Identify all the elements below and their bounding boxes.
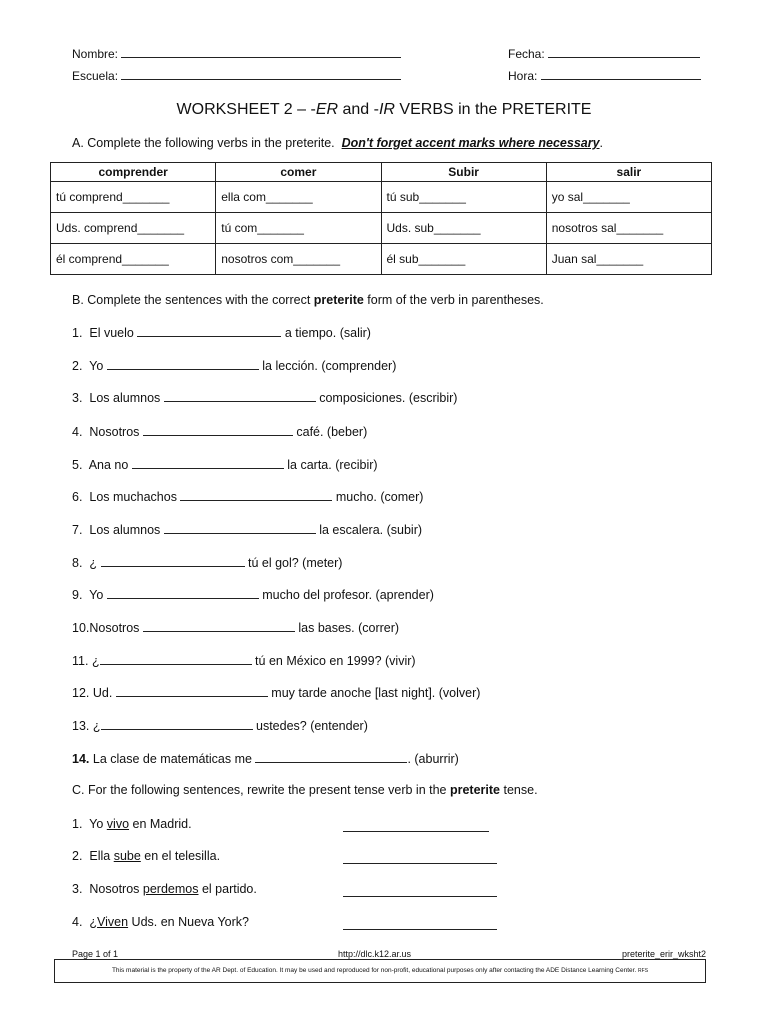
verb-table [50, 162, 712, 275]
item-text: ¿ [92, 719, 101, 733]
escuela-label: Escuela: [72, 69, 119, 83]
escuela-field [72, 68, 401, 83]
item-text: mucho del profesor. (aprender) [258, 588, 434, 602]
verb-cell[interactable]: yo sal_______ [546, 182, 711, 213]
item-text: café. (beber) [292, 425, 368, 439]
answer-blank[interactable] [164, 390, 316, 402]
verb-cell[interactable]: tú comprend_______ [51, 182, 216, 213]
answer-blank[interactable] [143, 424, 293, 436]
answer-blank[interactable] [101, 718, 253, 730]
answer-blank[interactable] [132, 457, 284, 469]
title-ir: IR [378, 101, 395, 118]
list-item [72, 522, 422, 537]
answer-blank[interactable] [116, 685, 268, 697]
verb-cell[interactable]: Juan sal_______ [546, 244, 711, 275]
answer-blank[interactable] [180, 489, 332, 501]
list-item [72, 424, 367, 439]
list-item [72, 685, 480, 700]
item-text: Nosotros [89, 425, 143, 439]
item-text: Yo [89, 588, 107, 602]
list-item [72, 620, 399, 635]
list-item [72, 390, 457, 405]
fecha-field [508, 46, 700, 61]
verb-cell[interactable]: Uds. comprend_______ [51, 213, 216, 244]
section-a-text: A. Complete the following verbs in the preterite. [72, 136, 335, 150]
item-number: 14. [72, 752, 90, 766]
item-text: Yo [89, 359, 107, 373]
list-item [72, 587, 434, 602]
item-text: . (aburrir) [407, 752, 459, 766]
item-number: 5. [72, 458, 83, 472]
answer-blank[interactable] [101, 555, 245, 567]
item-text: Nosotros [89, 882, 143, 896]
item-text: Los muchachos [89, 490, 181, 504]
table-row [51, 244, 712, 275]
fecha-blank[interactable] [548, 46, 700, 58]
nombre-blank[interactable] [121, 46, 401, 58]
list-item [72, 653, 416, 668]
item-text: muy tarde anoche [last night]. (volver) [267, 686, 481, 700]
item-number: 3. [72, 391, 83, 405]
item-number: 11. [72, 654, 89, 668]
answer-blank[interactable] [100, 653, 252, 665]
section-c-text: C. For the following sentences, rewrite the present tense verb in the [72, 783, 450, 797]
item-text: ustedes? (entender) [252, 719, 368, 733]
item-number: 10. [72, 621, 90, 635]
item-text: el partido. [198, 882, 257, 896]
section-a-instruction [72, 136, 603, 150]
item-number: 3. [72, 882, 83, 896]
item-number: 4. [72, 425, 83, 439]
item-text: ¿ [91, 654, 100, 668]
item-text: las bases. (correr) [294, 621, 400, 635]
item-text: mucho. (comer) [332, 490, 424, 504]
item-number: 2. [72, 359, 83, 373]
list-item [72, 718, 368, 733]
section-b-bold: preterite [313, 293, 364, 307]
footer-filename: preterite_erir_wksht2 [621, 949, 706, 959]
answer-blank[interactable] [343, 885, 497, 897]
list-item [72, 325, 371, 340]
col-header: comer [216, 163, 381, 182]
section-c-instruction [72, 783, 538, 797]
list-item [72, 457, 378, 472]
item-text: ¿ [89, 556, 101, 570]
item-text: Los alumnos [89, 391, 164, 405]
section-c-text-end: tense. [500, 783, 538, 797]
item-text: en el telesilla. [140, 849, 221, 863]
list-item [72, 555, 342, 570]
hora-field [508, 68, 701, 83]
title-prefix: WORKSHEET 2 – - [176, 101, 316, 118]
item-number: 1. [72, 326, 83, 340]
table-row [51, 182, 712, 213]
hora-label: Hora: [508, 69, 538, 83]
verb-cell[interactable]: nosotros com_______ [216, 244, 381, 275]
list-item [72, 358, 396, 373]
section-b-instruction [72, 293, 544, 307]
section-b-text: B. Complete the sentences with the correct [72, 293, 314, 307]
verb-cell[interactable]: nosotros sal_______ [546, 213, 711, 244]
item-text: Ana no [88, 458, 132, 472]
nombre-label: Nombre: [72, 47, 119, 61]
footer-url[interactable]: http://dlc.k12.ar.us [338, 949, 412, 959]
list-item [72, 915, 249, 929]
section-a-period: . [599, 136, 604, 150]
item-number: 9. [72, 588, 83, 602]
underlined-verb: vivo [106, 817, 130, 831]
list-item [72, 882, 257, 896]
answer-blank[interactable] [343, 918, 497, 930]
notice-text: This material is the property of the AR Dept. of Education. It may be used and reproduced for non-profit, educational purposes only after contacting the ADE Distance Learning Center. [111, 967, 637, 974]
col-header: salir [546, 163, 711, 182]
list-item [72, 849, 220, 863]
title-and: and - [338, 101, 379, 118]
item-number: 1. [72, 817, 83, 831]
item-number: 4. [72, 915, 83, 929]
underlined-verb: sube [113, 849, 141, 863]
verb-cell[interactable]: ella com_______ [216, 182, 381, 213]
item-text: composiciones. (escribir) [315, 391, 458, 405]
list-item [72, 489, 423, 504]
underlined-verb: Viven [97, 915, 129, 929]
accent-warning: Don't forget accent marks where necessary [341, 136, 600, 150]
nombre-field [72, 46, 401, 61]
section-b-text-end: form of the verb in parentheses. [363, 293, 544, 307]
item-text: en Madrid. [129, 817, 192, 831]
answer-blank[interactable] [143, 620, 295, 632]
answer-blank[interactable] [107, 358, 259, 370]
hora-blank[interactable] [541, 68, 701, 80]
item-number: 7. [72, 523, 83, 537]
table-row [51, 213, 712, 244]
item-number: 8. [72, 556, 83, 570]
item-text: El vuelo [89, 326, 138, 340]
section-c-bold: preterite [449, 783, 501, 797]
item-text: Yo [89, 817, 107, 831]
verb-cell[interactable]: tú sub_______ [381, 182, 546, 213]
item-number: 13. [72, 719, 90, 733]
col-header: comprender [51, 163, 216, 182]
item-text: Nosotros [89, 621, 143, 635]
item-text: la carta. (recibir) [283, 458, 378, 472]
escuela-blank[interactable] [121, 68, 401, 80]
item-text: tú el gol? (meter) [244, 556, 343, 570]
item-text: La clase de matemáticas me [92, 752, 256, 766]
item-text: la escalera. (subir) [315, 523, 423, 537]
item-number: 2. [72, 849, 83, 863]
item-text: Los alumnos [89, 523, 164, 537]
answer-blank[interactable] [343, 852, 497, 864]
item-text: Uds. en Nueva York? [128, 915, 249, 929]
underlined-verb: perdemos [142, 882, 199, 896]
notice-initials: RFS [638, 968, 649, 974]
item-text: tú en México en 1999? (vivir) [251, 654, 416, 668]
item-text: a tiempo. (salir) [281, 326, 371, 340]
answer-blank[interactable] [107, 587, 259, 599]
title-suffix: VERBS in the PRETERITE [394, 101, 592, 118]
answer-blank[interactable] [255, 751, 407, 763]
item-number: 12. [72, 686, 90, 700]
verb-cell[interactable]: Uds. sub_______ [381, 213, 546, 244]
item-text: Ud. [92, 686, 116, 700]
col-header: Subir [381, 163, 546, 182]
item-number: 6. [72, 490, 83, 504]
list-item [72, 817, 192, 831]
worksheet-title [0, 101, 768, 119]
item-text: la lección. (comprender) [258, 359, 397, 373]
item-text: ¿ [89, 915, 98, 929]
page-number: Page 1 of 1 [72, 949, 119, 959]
verb-cell[interactable]: él sub_______ [381, 244, 546, 275]
title-er: ER [315, 101, 339, 118]
item-text: Ella [89, 849, 114, 863]
answer-blank[interactable] [137, 325, 281, 337]
answer-blank[interactable] [343, 820, 489, 832]
fecha-label: Fecha: [508, 47, 545, 61]
verb-cell[interactable]: él comprend_______ [51, 244, 216, 275]
verb-cell[interactable]: tú com_______ [216, 213, 381, 244]
answer-blank[interactable] [164, 522, 316, 534]
copyright-notice [54, 959, 706, 983]
verb-table-header [51, 163, 712, 182]
list-item [72, 751, 459, 766]
